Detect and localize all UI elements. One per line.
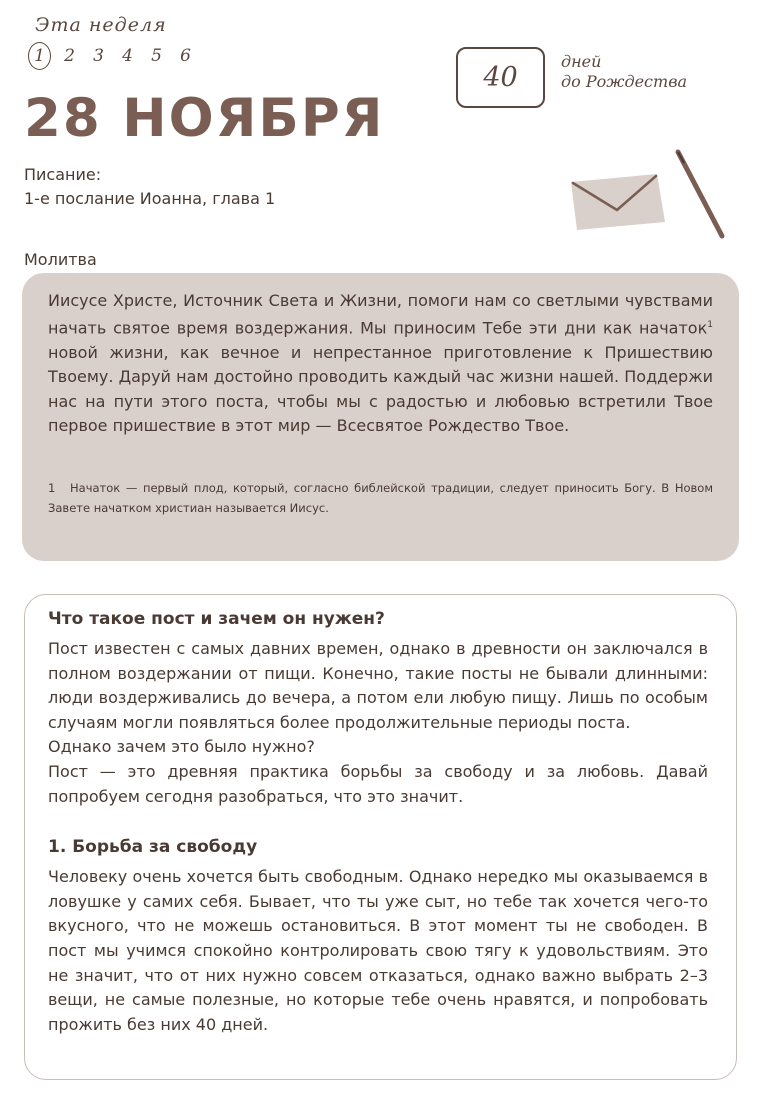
paragraph-question: Однако зачем это было нужно? — [48, 737, 315, 757]
week-number-5[interactable]: 5 — [151, 46, 162, 66]
scripture-reference: 1-е послание Иоанна, глава 1 — [24, 189, 276, 208]
week-number-3[interactable]: 3 — [93, 46, 104, 66]
footnote — [48, 478, 713, 518]
footnote-text: Начаток — первый плод, который, согласно библейской традиции, следует приносить Богу. В Новом Завете начатком христиан называется Иисус. — [48, 481, 713, 516]
week-label: Эта неделя — [35, 14, 167, 36]
days-caption-line2: до Рождества — [561, 72, 688, 91]
days-caption-line1: дней — [561, 52, 602, 71]
prayer-text — [48, 289, 713, 438]
week-number-4[interactable]: 4 — [122, 46, 133, 66]
scripture-block — [24, 163, 275, 211]
week-number-6[interactable]: 6 — [180, 46, 191, 66]
envelope-icon — [569, 170, 669, 232]
days-counter: 40 — [456, 47, 545, 108]
paragraph-history: Пост известен с самых давних времен, однако в древности он заключался в полном воздержании от пищи. Конечно, такие посты не бывали длинными: люди воздерживались до вечера, а потом ели любую пищу. Лишь по особым случаям могли появляться более продолжительные периоды поста. — [48, 639, 708, 732]
week-number-1[interactable]: 1 — [28, 42, 51, 70]
page-title: 28 НОЯБРЯ — [24, 88, 385, 149]
prayer-card — [22, 273, 739, 561]
week-selector — [28, 42, 196, 70]
info-card — [24, 594, 737, 1080]
footnote-mark: 1 — [707, 320, 713, 331]
days-caption — [561, 52, 687, 92]
section-heading-freedom: 1. Борьба за свободу — [48, 837, 258, 858]
week-number-2[interactable]: 2 — [64, 46, 75, 66]
prayer-text-part2: новой жизни, как вечное и непрестанное приготовление к Пришествию Твоему. Даруй нам достойно проводить каждый час жизни нашей. Поддержи нас на пути этого поста, чтобы мы с радостью и любовью встретили Твое первое пришествие в этот мир — Всесвятое Рождество Твое. — [48, 342, 713, 435]
section-heading-fasting: Что такое пост и зачем он нужен? — [48, 609, 385, 629]
prayer-label: Молитва — [24, 250, 97, 269]
pencil-icon — [670, 148, 730, 243]
prayer-text-part1: Иисусе Христе, Источник Света и Жизни, помоги нам со светлыми чувствами начать святое время воздержания. Мы приносим Тебе эти дни как начаток — [48, 291, 713, 338]
paragraph-freedom: Человеку очень хочется быть свободным. Однако нередко мы оказываемся в ловушке у самих себя. Бывает, что ты уже сыт, но тебе так хочется чего-то вкусного, что не можешь остановиться. В этот момент ты не свободен. В пост мы учимся спокойно контролировать свою тягу к удовольствиям. Это не значит, что от них нужно совсем отказаться, однако важно выбрать 2–3 вещи, не самые полезные, но которые тебе очень нравятся, и попробовать прожить без них 40 дней. — [48, 867, 708, 1034]
footnote-number: 1 — [48, 481, 56, 496]
paragraph-purpose: Пост — это древняя практика борьбы за свободу и за любовь. Давай попробуем сегодня разобраться, что это значит. — [48, 761, 708, 806]
scripture-label: Писание: — [24, 165, 102, 184]
